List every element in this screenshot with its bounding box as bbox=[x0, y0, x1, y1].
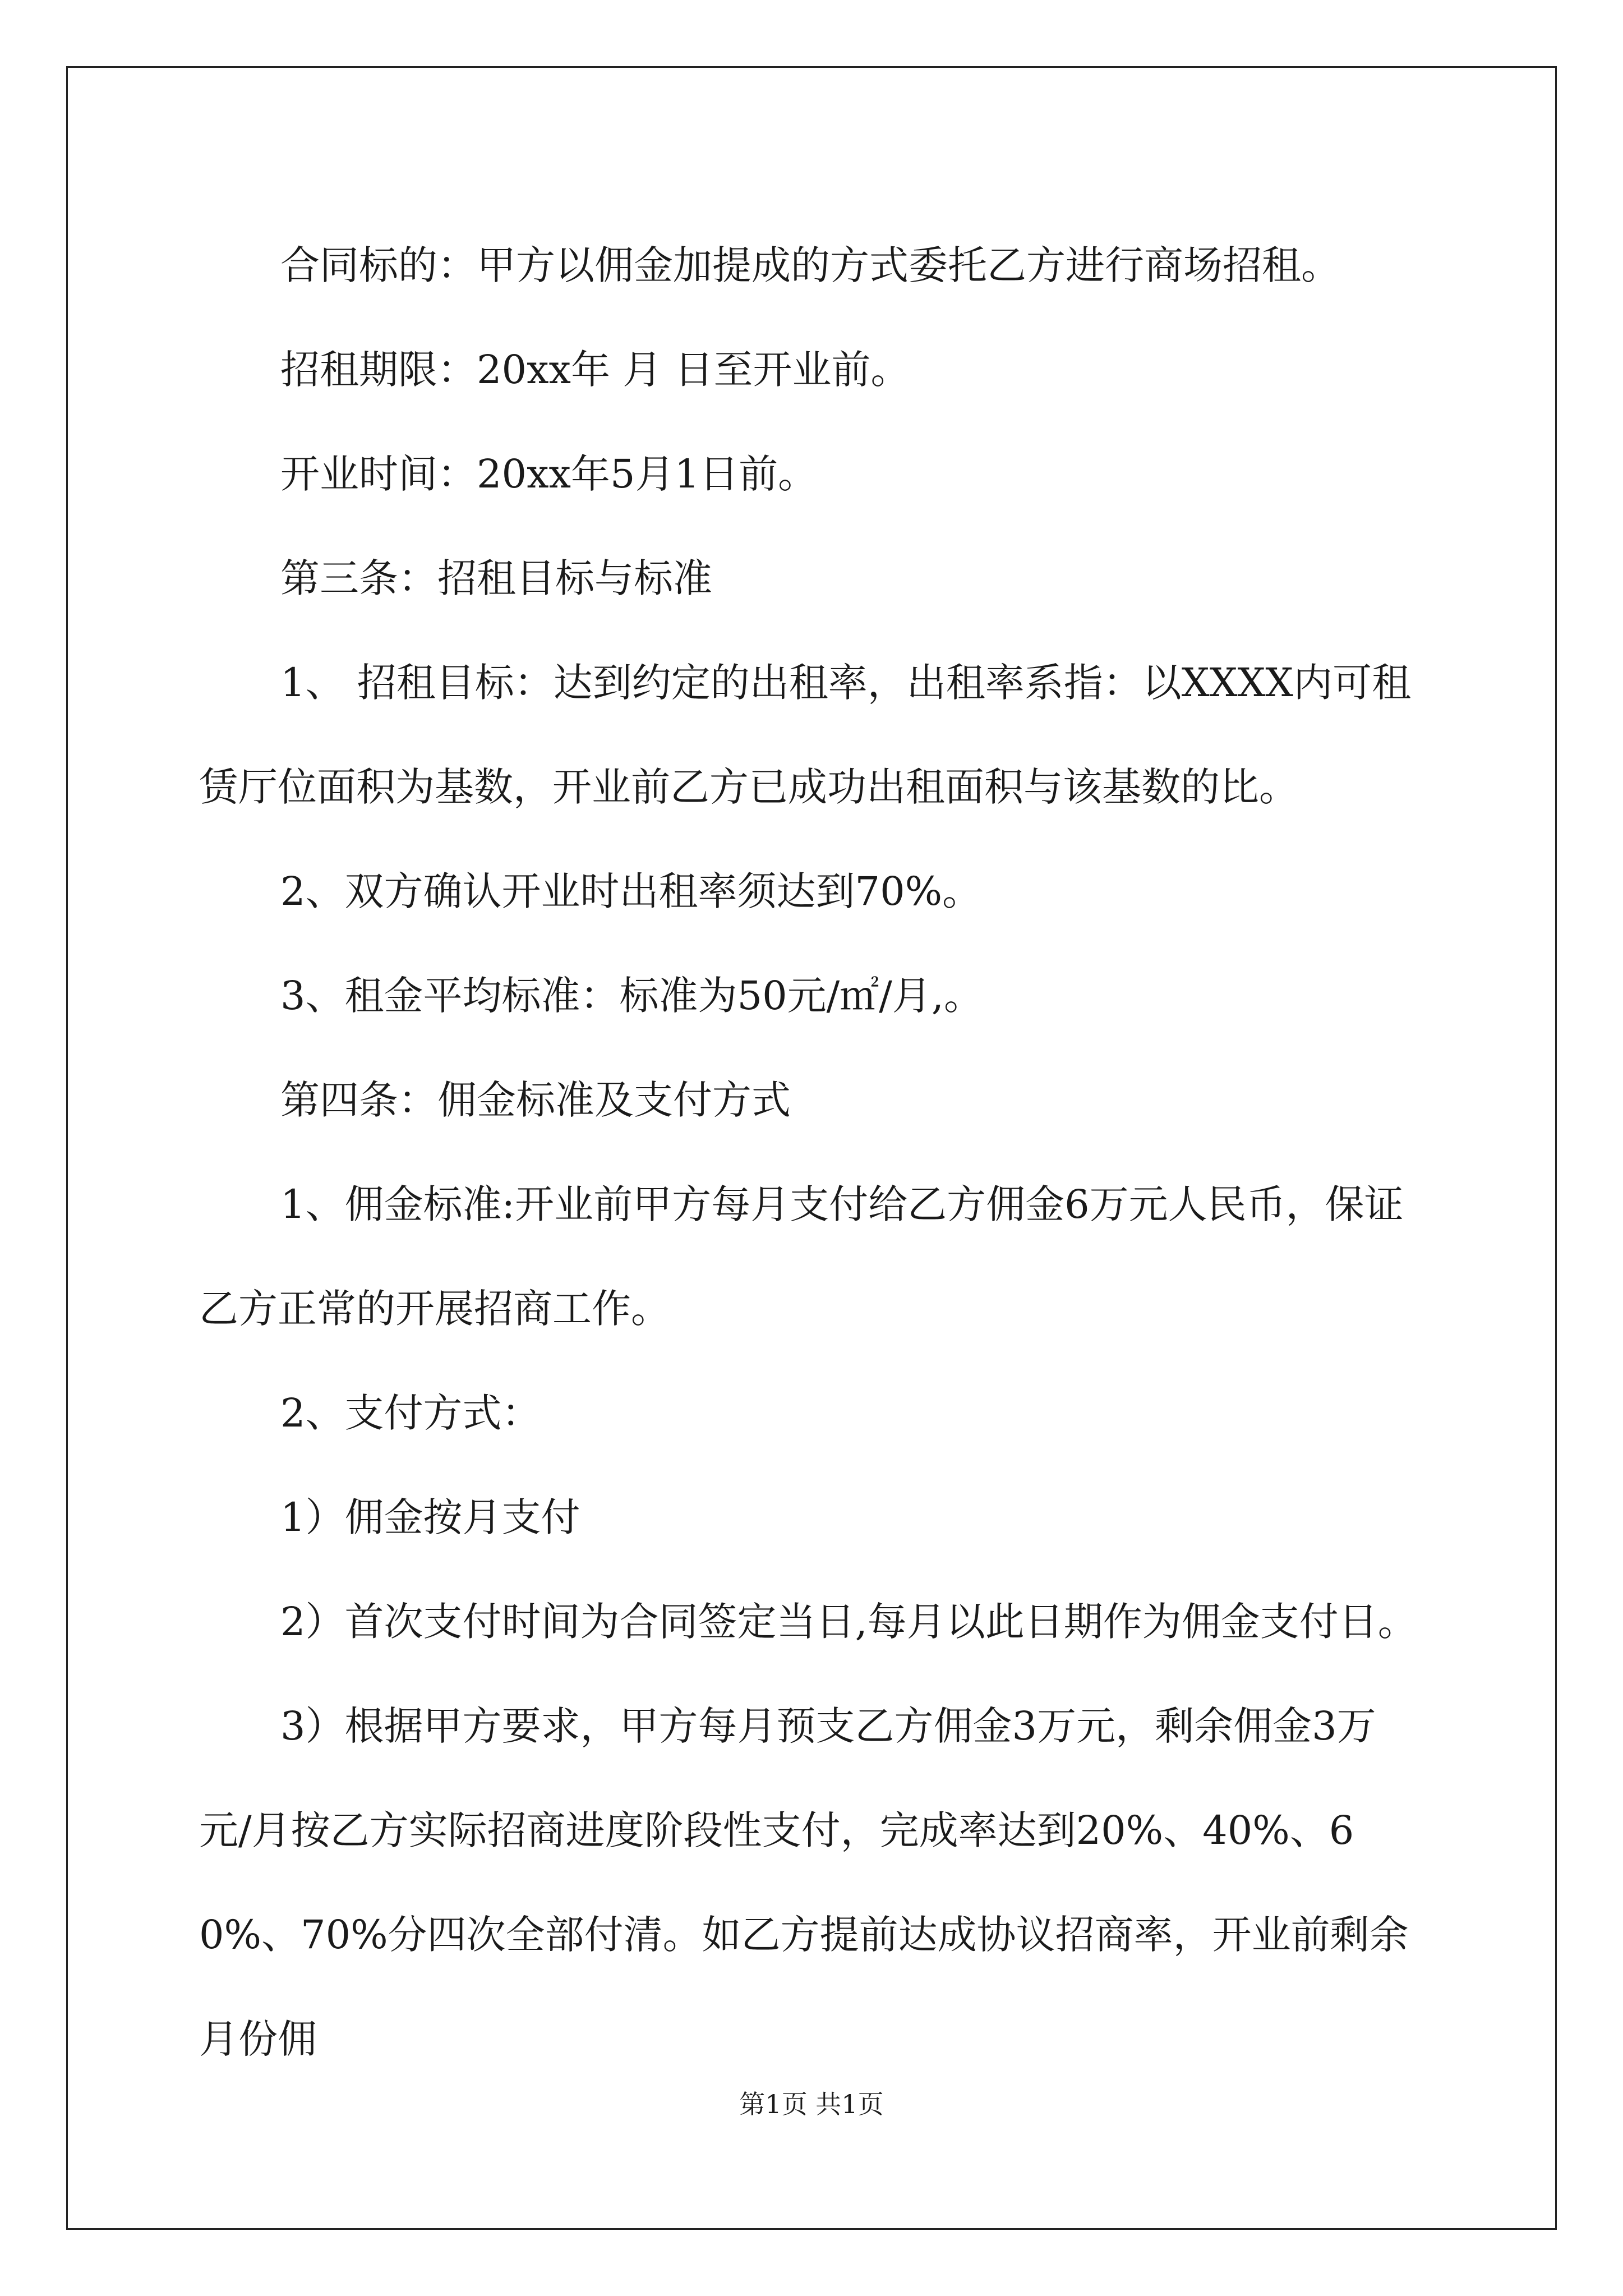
document-body bbox=[199, 213, 1427, 2091]
list-item: 3）根据甲方要求，甲方每月预支乙方佣金3万元，剩余佣金3万元/月按乙方实际招商进度阶段性支付，完成率达到20%、40%、60%、70%分四次全部付清。如乙方提前达成协议招商率，开业前剩余月份佣 bbox=[199, 1703, 1409, 2062]
list-item: 1）佣金按月支付 bbox=[280, 1494, 580, 1540]
section-heading: 第四条：佣金标准及支付方式 bbox=[280, 1077, 791, 1123]
paragraph: 招租期限：20xx年 月 日至开业前。 bbox=[280, 347, 910, 393]
paragraph: 1、佣金标准:开业前甲方每月支付给乙方佣金6万元人民币，保证乙方正常的开展招商工作。 bbox=[199, 1181, 1404, 1332]
page-footer: 第1页 共1页 bbox=[739, 2089, 884, 2119]
paragraph: 合同标的：甲方以佣金加提成的方式委托乙方进行商场招租。 bbox=[280, 242, 1340, 288]
paragraph: 2、双方确认开业时出租率须达到70%。 bbox=[280, 868, 982, 914]
paragraph: 2、支付方式： bbox=[280, 1390, 541, 1436]
section-heading: 第三条：招租目标与标准 bbox=[280, 555, 712, 601]
paragraph: 开业时间：20xx年5月1日前。 bbox=[280, 451, 818, 497]
list-item: 2）首次支付时间为合同签定当日,每月以此日期作为佣金支付日。 bbox=[280, 1599, 1417, 1645]
paragraph: 3、租金平均标准：标准为50元/㎡/月,。 bbox=[280, 973, 984, 1019]
paragraph: 1、 招租目标：达到约定的出租率，出租率系指：以XXXX内可租赁厅位面积为基数，开业前乙方已成功出租面积与该基数的比。 bbox=[199, 660, 1412, 810]
